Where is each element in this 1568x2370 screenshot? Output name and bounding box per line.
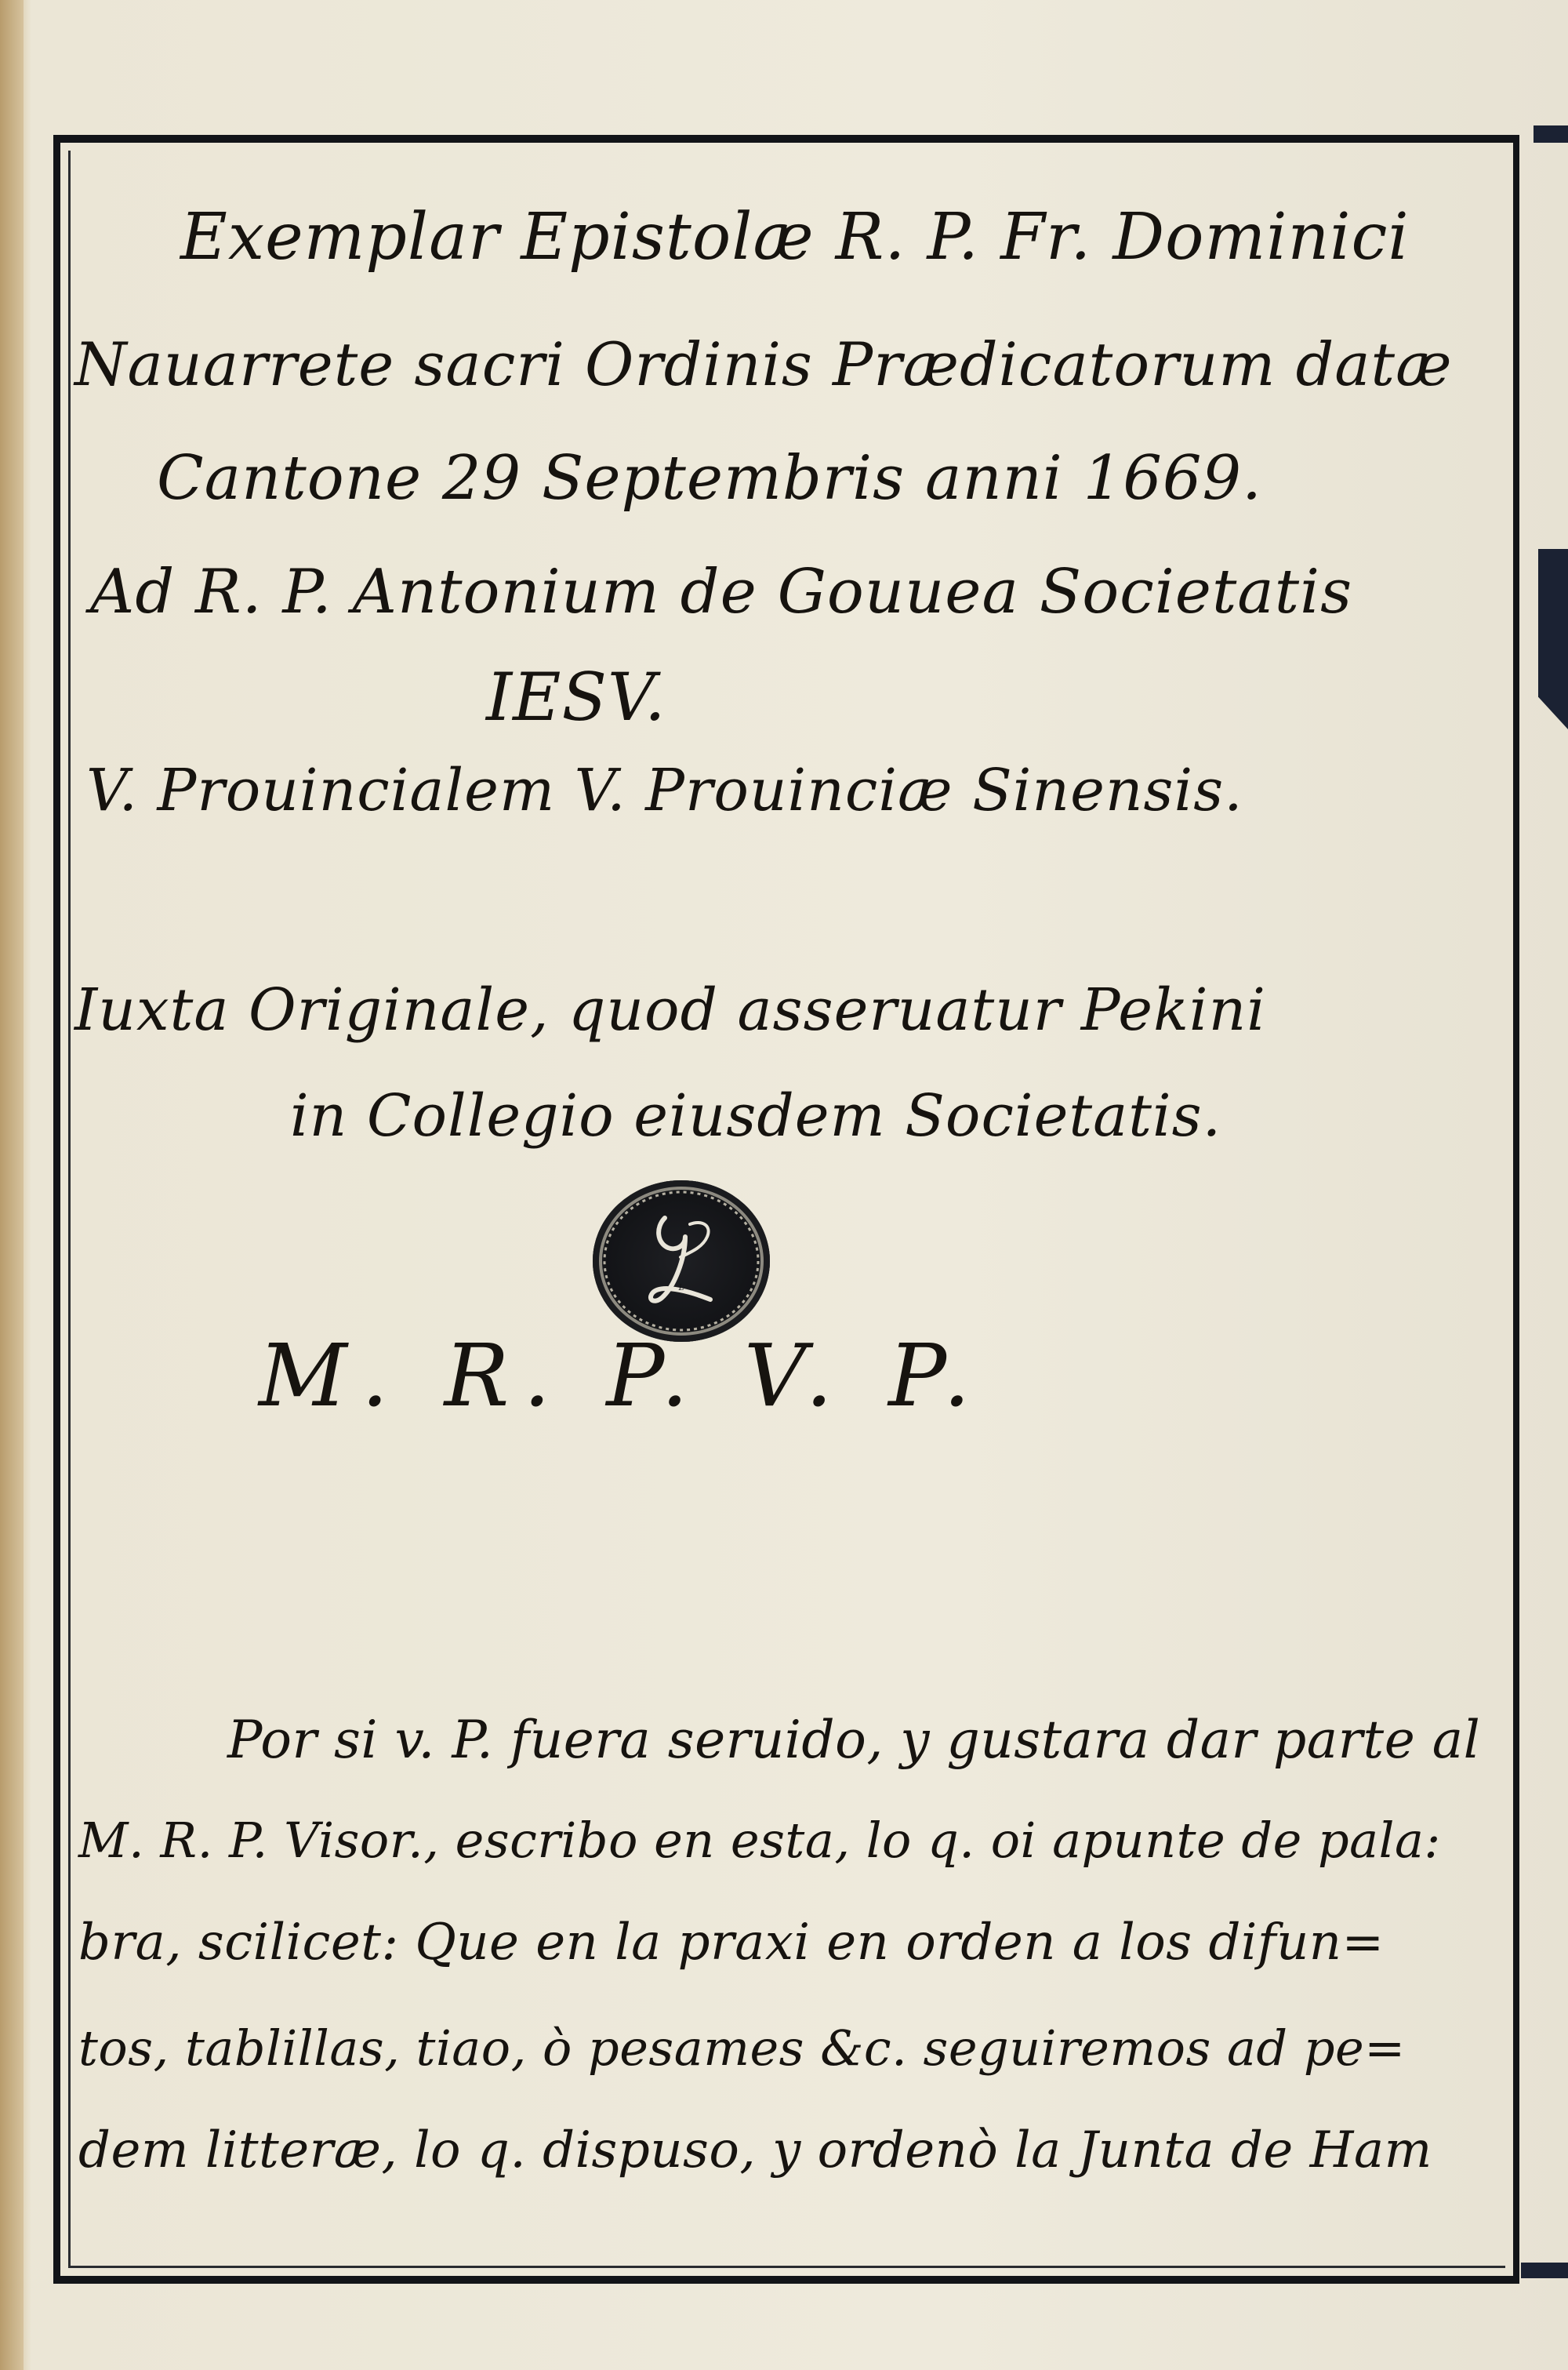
body-line-2: M. R. P. Visor., escribo en esta, lo q. oi apunte de pala:: [78, 1812, 1441, 1869]
title-line-2: Nauarrete sacri Ordinis Prædicatorum datæ: [74, 329, 1453, 399]
body-line-5: dem litteræ, lo q. dispuso, y ordenò la Junta de Ham: [78, 2121, 1432, 2179]
title-line-6: V. Prouincialem V. Prouinciæ Sinensis.: [86, 757, 1243, 824]
subtitle-line-1: Iuxta Originale, quod asseruatur Pekini: [74, 976, 1266, 1044]
title-line-3: Cantone 29 Septembris anni 1669.: [157, 443, 1262, 514]
body-line-4: tos, tablillas, tiao, ò pesames &c. seguiremos ad pe=: [78, 2019, 1406, 2077]
adjacent-page-fragment: [1534, 125, 1568, 143]
monogram-seal-icon: [593, 1180, 770, 1342]
seal-monogram-letter: L: [678, 1284, 684, 1292]
page-binding-edge: [0, 0, 24, 2370]
title-line-1: Exemplar Epistolæ R. P. Fr. Dominici: [180, 200, 1410, 274]
body-line-1: Por si v. P. fuera seruido, y gustara dar parte al: [227, 1710, 1481, 1770]
salutation: M. R. P. V. P.: [259, 1325, 985, 1426]
title-line-4: Ad R. P. Antonium de Gouuea Societatis: [90, 557, 1353, 627]
subtitle-line-2: in Collegio eiusdem Societatis.: [290, 1082, 1222, 1150]
adjacent-page-fragment: [1521, 2263, 1568, 2278]
title-line-5: IESV.: [486, 659, 666, 736]
body-line-3: bra, scilicet: Que en la praxi en orden a los difun=: [78, 1914, 1385, 1972]
